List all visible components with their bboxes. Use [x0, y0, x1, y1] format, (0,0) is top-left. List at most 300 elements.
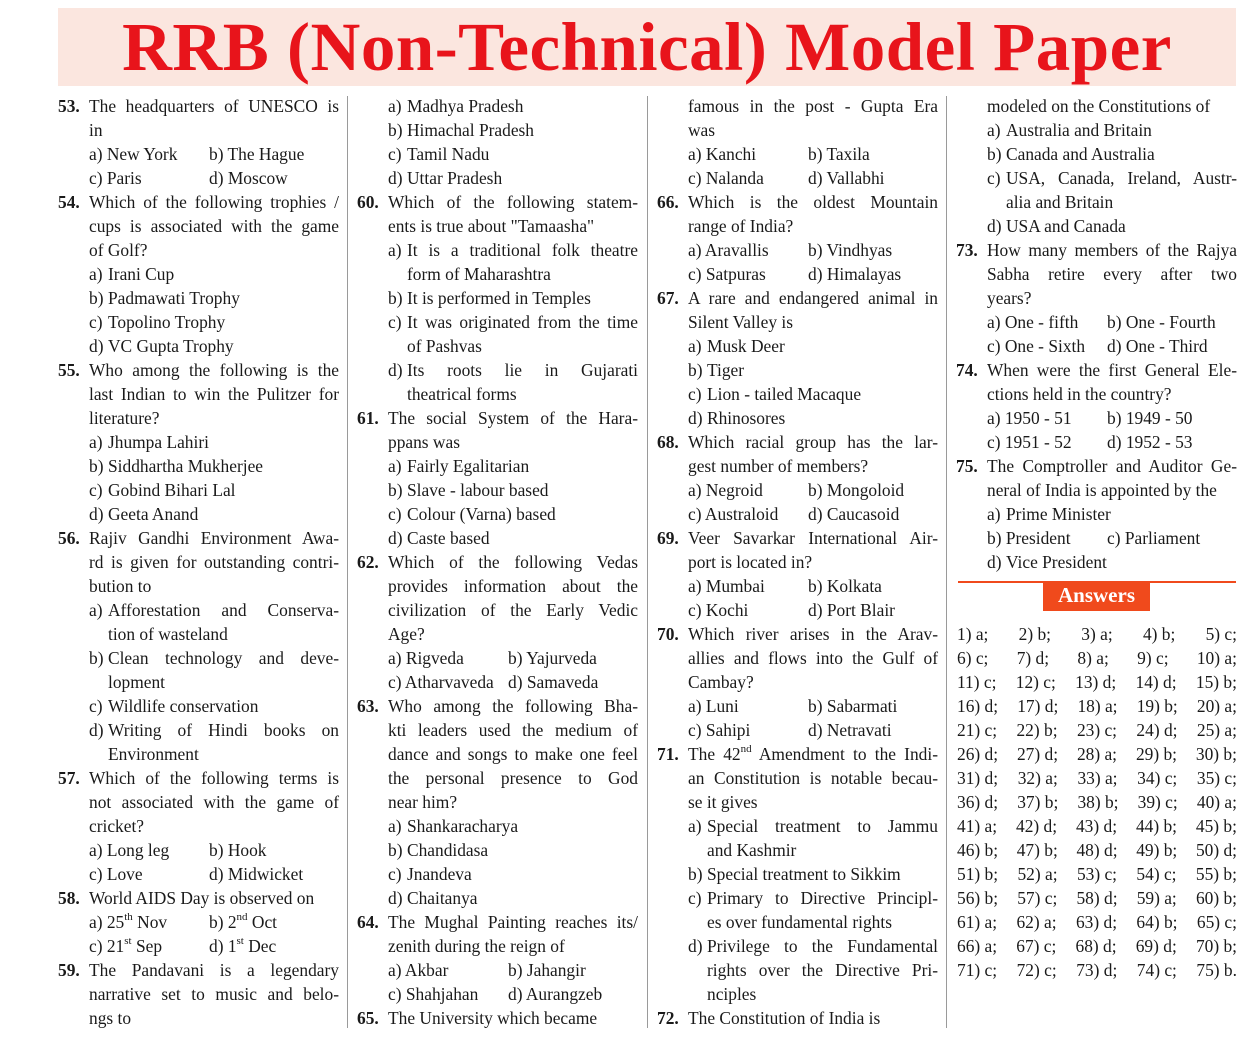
question-number: 55.: [58, 360, 80, 380]
answer-item: 72) c;: [1016, 960, 1057, 980]
option-row: [657, 238, 938, 262]
option-text: Himachal Pradesh: [407, 120, 535, 140]
question-text-line: Veer Savarkar International Air-: [688, 528, 938, 548]
question-text-line: Which river arises in the Arav-: [688, 624, 938, 644]
option-row: [657, 694, 938, 718]
question-text-line: Which racial group has the lar-: [688, 432, 938, 452]
answer-row: [957, 766, 1237, 790]
answer-item: 27) d;: [1016, 744, 1059, 764]
option-row: [58, 934, 339, 958]
question-text-line: [688, 742, 938, 766]
option-row: [357, 670, 638, 694]
option-text: Padmawati Trophy: [108, 288, 240, 308]
answer-item: 31) d;: [957, 768, 999, 788]
question-number: 71.: [657, 744, 679, 764]
option-text-line: It is performed in Temples: [407, 288, 591, 308]
option-item: [89, 934, 209, 958]
question: [58, 958, 339, 1030]
answer-item: 40) a;: [1196, 792, 1237, 812]
answer-item: 45) b;: [1195, 816, 1237, 836]
question-number: 54.: [58, 192, 80, 212]
question: [357, 910, 638, 958]
option-text: Geeta Anand: [108, 504, 199, 524]
answer-item: 17) d;: [1017, 696, 1059, 716]
column-divider: [647, 96, 648, 1028]
answer-item: 37) b;: [1017, 792, 1059, 812]
option-item: [657, 862, 938, 886]
option-item: [357, 238, 638, 286]
answer-item: 35) c;: [1196, 768, 1237, 788]
answer-item: 18) a;: [1077, 696, 1118, 716]
option-letter: d): [89, 336, 104, 356]
question-text-line: Silent Valley is: [688, 312, 793, 332]
option-letter: b): [388, 288, 403, 308]
question-number: 53.: [58, 96, 80, 116]
option-letter: c): [388, 504, 402, 524]
answer-item: 59) a;: [1136, 888, 1177, 908]
option-item: [357, 502, 638, 526]
option-letter: d): [388, 528, 403, 548]
question-text-line: Who among the following Bha-: [388, 696, 638, 716]
question: [956, 358, 1237, 406]
question-text-line: famous in the post - Gupta Era: [688, 96, 938, 116]
question: [357, 694, 638, 814]
answer-row: [957, 958, 1237, 982]
answer-item: 75) b.: [1196, 960, 1237, 980]
option-item: a) Long leg: [89, 840, 170, 860]
answer-item: 39) c;: [1137, 792, 1178, 812]
answer-row: [957, 622, 1237, 646]
question: [956, 238, 1237, 310]
answer-row: [957, 862, 1237, 886]
option-text-line: tion of wasteland: [108, 624, 228, 644]
option-item: c) Australoid: [688, 504, 779, 524]
option-item: [357, 118, 638, 142]
option-item: b) The Hague: [209, 144, 305, 164]
answer-item: 73) d;: [1076, 960, 1118, 980]
question-text-line: Age?: [388, 624, 425, 644]
option-item: [357, 862, 638, 886]
ordinal-suffix: st: [124, 935, 132, 948]
option-row: [357, 646, 638, 670]
question-text-line: The social System of the Hara-: [388, 408, 638, 428]
question-text-line: was: [688, 120, 716, 140]
question-number: 69.: [657, 528, 679, 548]
option-item: d) Netravati: [808, 720, 892, 740]
option-item: [357, 94, 638, 118]
option-text: Shankaracharya: [407, 816, 519, 836]
option-letter: d): [89, 720, 104, 740]
option-item: d) Vallabhi: [808, 168, 885, 188]
option-text: Uttar Pradesh: [407, 168, 503, 188]
option-item: c) 1951 - 52: [987, 432, 1072, 452]
option-item: a) New York: [89, 144, 178, 164]
answer-item: 63) d;: [1075, 912, 1118, 932]
question-text: Amendment to the Indi-: [751, 744, 938, 764]
option-text-line: lopment: [108, 672, 165, 692]
option-letter: a): [987, 120, 1001, 140]
answer-item: 16) d;: [957, 696, 999, 716]
option-text: Siddhartha Mukherjee: [108, 456, 264, 476]
answer-item: 47) b;: [1016, 840, 1058, 860]
option-item: d) Port Blair: [808, 600, 895, 620]
question-text-line: Rajiv Gandhi Environment Awa-: [89, 528, 339, 548]
option-item: [357, 814, 638, 838]
answer-item: 71) c;: [957, 960, 998, 980]
option-letter: a): [388, 456, 402, 476]
option-text-line: Special treatment to Jammu: [707, 816, 938, 836]
answer-item: 24) d;: [1136, 720, 1178, 740]
option-item: [357, 838, 638, 862]
option-item: a) 1950 - 51: [987, 408, 1072, 428]
ordinal-suffix: th: [124, 911, 133, 924]
option-item: c) Atharvaveda: [388, 672, 494, 692]
question-text-line: How many members of the Rajya: [987, 240, 1237, 260]
option-item: b) Vindhyas: [808, 240, 893, 260]
question-continued: [657, 94, 938, 142]
option-letter: a): [388, 240, 402, 260]
option-text-line: nciples: [707, 984, 757, 1004]
column-divider: [347, 96, 348, 1028]
answer-item: 26) d;: [957, 744, 999, 764]
question-text-line: Which of the following trophies /: [89, 192, 339, 212]
option-item: [58, 598, 339, 646]
option-item: [357, 454, 638, 478]
option-text-line: and Kashmir: [707, 840, 797, 860]
question-continued: [956, 94, 1237, 118]
question-number: 62.: [357, 552, 379, 572]
question-text-line: port is located in?: [688, 552, 813, 572]
option-letter: a): [688, 816, 702, 836]
option-text-line: Wildlife conservation: [108, 696, 259, 716]
option-letter: c): [688, 888, 702, 908]
question-text-line: The Constitution of India is: [688, 1008, 881, 1028]
option-letter: c): [987, 168, 1001, 188]
option-text-line: es over fundamental rights: [707, 912, 892, 932]
question: [357, 406, 638, 454]
answer-item: 67) c;: [1016, 936, 1057, 956]
option-item: d) Aurangzeb: [508, 984, 603, 1004]
answer-item: 3) a;: [1081, 624, 1113, 644]
answer-row: [957, 670, 1237, 694]
answer-row: [957, 886, 1237, 910]
option-letter: c): [89, 312, 103, 332]
option-text: Jnandeva: [407, 864, 472, 884]
question-text-line: ngs to: [89, 1008, 132, 1028]
option-item: [58, 502, 339, 526]
answer-item: 12) c;: [1015, 672, 1056, 692]
option-letter: d): [388, 888, 403, 908]
option-letter: c): [388, 864, 402, 884]
question-text-line: Which of the following statem-: [388, 192, 638, 212]
answer-item: 48) d;: [1076, 840, 1118, 860]
question: [58, 94, 339, 142]
answer-item: 52) a;: [1017, 864, 1058, 884]
question-number: 74.: [956, 360, 978, 380]
answer-row: [957, 646, 1237, 670]
question-text-line: A rare and endangered animal in: [688, 288, 938, 308]
option-item: a) Negroid: [688, 480, 763, 500]
answer-item: 38) b;: [1077, 792, 1119, 812]
question: [357, 190, 638, 238]
question: [657, 742, 938, 814]
answer-item: 46) b;: [957, 840, 999, 860]
option-item: [58, 694, 339, 718]
option-text: c) 21: [89, 936, 125, 956]
question-text-line: The headquarters of UNESCO is: [89, 96, 339, 116]
option-letter: d): [388, 360, 403, 380]
option-item: c) Love: [89, 864, 143, 884]
answer-item: 21) c;: [957, 720, 998, 740]
option-text-line: Afforestation and Conserva-: [108, 600, 339, 620]
option-letter: c): [89, 480, 103, 500]
option-text: Jhumpa Lahiri: [108, 432, 209, 452]
question-text-line: range of India?: [688, 216, 794, 236]
option-row: [657, 166, 938, 190]
option-letter: a): [89, 264, 103, 284]
question: [357, 550, 638, 646]
answer-item: 9) c;: [1137, 648, 1169, 668]
question-column-4: [956, 94, 1237, 574]
question-text-line: of Golf?: [89, 240, 148, 260]
question-text-line: dance and songs to make one feel: [388, 744, 638, 764]
option-letter: d): [987, 552, 1002, 572]
question-column-1: [58, 94, 339, 1030]
option-item: [657, 934, 938, 1006]
option-text: Rhinosores: [707, 408, 786, 428]
answer-item: 33) a;: [1077, 768, 1118, 788]
option-item: [956, 502, 1237, 526]
question-text-line: provides information about the: [388, 576, 638, 596]
option-item: a) Akbar: [388, 960, 449, 980]
option-text-line: It is a traditional folk theatre: [407, 240, 638, 260]
answer-item: 8) a;: [1077, 648, 1109, 668]
answer-item: 1) a;: [957, 624, 989, 644]
question-text-line: gest number of members?: [688, 456, 869, 476]
option-row: [956, 430, 1237, 454]
option-item: [357, 358, 638, 406]
question: [58, 190, 339, 262]
answer-item: 43) d;: [1075, 816, 1118, 836]
option-item: b) 1949 - 50: [1107, 408, 1193, 428]
answer-item: 11) c;: [957, 672, 997, 692]
answer-item: 61) a;: [957, 912, 998, 932]
answer-item: 6) c;: [957, 648, 989, 668]
option-letter: d): [688, 408, 703, 428]
option-letter: b): [388, 840, 403, 860]
option-text-line: Primary to Directive Principl-: [707, 888, 938, 908]
question-number: 68.: [657, 432, 679, 452]
option-item: d) 1952 - 53: [1107, 432, 1193, 452]
question-text-line: The Comptroller and Auditor Ge-: [987, 456, 1237, 476]
answer-key-grid: [957, 622, 1237, 982]
option-item: [657, 382, 938, 406]
option-item: b) Kolkata: [808, 576, 882, 596]
option-letter: d): [688, 936, 703, 956]
answer-row: [957, 814, 1237, 838]
answers-heading: Answers: [1043, 581, 1150, 611]
ordinal-suffix: nd: [740, 743, 752, 756]
answer-item: 55) b;: [1195, 864, 1237, 884]
option-text-line: rights over the Directive Pri-: [707, 960, 938, 980]
answer-item: 14) d;: [1135, 672, 1177, 692]
option-item: [209, 934, 276, 958]
answer-item: 10) a;: [1196, 648, 1237, 668]
option-item: c) Sahipi: [688, 720, 751, 740]
answer-row: [957, 718, 1237, 742]
option-row: [956, 310, 1237, 334]
option-text: Chaitanya: [407, 888, 478, 908]
option-text-line: Environment: [108, 744, 199, 764]
answer-item: 23) c;: [1076, 720, 1118, 740]
answer-item: 51) b;: [957, 864, 999, 884]
option-item: [58, 286, 339, 310]
answer-row: [957, 838, 1237, 862]
option-text-line: form of Maharashtra: [407, 264, 551, 284]
answer-item: 41) a;: [957, 816, 998, 836]
option-item: [58, 718, 339, 766]
answer-item: 65) c;: [1196, 912, 1237, 932]
question: [357, 1006, 638, 1030]
question-text-line: civilization of the Early Vedic: [388, 600, 638, 620]
option-row: [657, 142, 938, 166]
option-item: [956, 166, 1237, 214]
question-number: 63.: [357, 696, 379, 716]
page-header: [58, 8, 1236, 86]
option-item: [58, 334, 339, 358]
option-item: d) Moscow: [209, 168, 288, 188]
question-text-line: modeled on the Constitutions of: [987, 96, 1211, 116]
option-letter: b): [89, 456, 104, 476]
question-text-line: cricket?: [89, 816, 145, 836]
option-text-line: Writing of Hindi books on: [108, 720, 339, 740]
option-letter: b): [688, 360, 703, 380]
option-text-line: USA and Canada: [1006, 216, 1126, 236]
option-item: [58, 646, 339, 694]
option-item: b) Sabarmati: [808, 696, 898, 716]
option-text-line: Special treatment to Sikkim: [707, 864, 901, 884]
answer-item: 44) b;: [1135, 816, 1177, 836]
option-text: Madhya Pradesh: [407, 96, 524, 116]
option-item: c) Paris: [89, 168, 142, 188]
question-text-line: near him?: [388, 792, 458, 812]
answer-item: 70) b;: [1195, 936, 1237, 956]
option-text: Vice President: [1006, 552, 1107, 572]
answer-item: 54) c;: [1136, 864, 1177, 884]
option-letter: a): [388, 816, 402, 836]
question-text-line: narrative set to music and belo-: [89, 984, 339, 1004]
question-text-line: The Mughal Painting reaches its/: [388, 912, 638, 932]
option-item: c) Nalanda: [688, 168, 764, 188]
question: [657, 1006, 938, 1030]
option-text: a) 25: [89, 912, 125, 932]
answer-item: 29) b;: [1135, 744, 1177, 764]
answer-item: 66) a;: [957, 936, 998, 956]
answer-item: 34) c;: [1137, 768, 1178, 788]
question-text-line: years?: [987, 288, 1032, 308]
option-item: b) Taxila: [808, 144, 870, 164]
option-text: Caste based: [407, 528, 490, 548]
option-item: d) Caucasoid: [808, 504, 900, 524]
answer-item: 49) b;: [1136, 840, 1178, 860]
option-text: Lion - tailed Macaque: [707, 384, 862, 404]
question-text-line: ppans was: [388, 432, 460, 452]
question-text-line: neral of India is appointed by the: [987, 480, 1217, 500]
question-text-line: rd is given for outstanding contri-: [89, 552, 339, 572]
question-text-line: se it gives: [688, 792, 758, 812]
answer-item: 60) b;: [1195, 888, 1237, 908]
option-item: a) One - fifth: [987, 312, 1079, 332]
option-item: a) Luni: [688, 696, 739, 716]
option-letter: a): [89, 600, 103, 620]
option-item: [58, 262, 339, 286]
option-text-line: USA, Canada, Ireland, Austr-: [1006, 168, 1237, 188]
option-item: [657, 334, 938, 358]
option-letter: c): [688, 384, 702, 404]
question-column-3: [657, 94, 938, 1030]
option-text: Irani Cup: [108, 264, 175, 284]
option-text: Prime Minister: [1006, 504, 1111, 524]
option-item: [58, 478, 339, 502]
option-item: d) Midwicket: [209, 864, 304, 884]
question-number: 64.: [357, 912, 379, 932]
option-letter: b): [89, 288, 104, 308]
answer-item: 2) b;: [1018, 624, 1052, 644]
option-item: [357, 286, 638, 310]
question-text-line: not associated with the game of: [89, 792, 339, 812]
question-number: 58.: [58, 888, 80, 908]
option-row: [657, 502, 938, 526]
option-item: [657, 358, 938, 382]
option-item: a) Mumbai: [688, 576, 765, 596]
question: [956, 454, 1237, 502]
option-row: [956, 406, 1237, 430]
answer-item: 22) b;: [1016, 720, 1058, 740]
question: [657, 526, 938, 574]
question-text-line: Sabha retire every after two: [987, 264, 1237, 284]
answer-item: 20) a;: [1196, 696, 1237, 716]
option-row: [58, 142, 339, 166]
question-number: 57.: [58, 768, 80, 788]
answer-row: [957, 910, 1237, 934]
answer-item: 4) b;: [1142, 624, 1176, 644]
option-row: [357, 982, 638, 1006]
answer-item: 56) b;: [957, 888, 999, 908]
option-text-line: alia and Britain: [1006, 192, 1114, 212]
question: [58, 886, 339, 910]
ordinal-suffix: st: [236, 935, 244, 948]
option-item: [357, 478, 638, 502]
option-text-line: Its roots lie in Gujarati: [407, 360, 638, 380]
option-letter: a): [388, 96, 402, 116]
option-item: a) Rigveda: [388, 648, 464, 668]
question-text-line: Which is the oldest Mountain: [688, 192, 938, 212]
option-text: Musk Deer: [707, 336, 785, 356]
option-text-line: of Pashvas: [407, 336, 482, 356]
option-item: [58, 454, 339, 478]
option-item: c) Kochi: [688, 600, 749, 620]
option-item: c) One - Sixth: [987, 336, 1086, 356]
question-number: 61.: [357, 408, 379, 428]
option-text: Tamil Nadu: [407, 144, 490, 164]
option-row: [956, 334, 1237, 358]
question-number: 66.: [657, 192, 679, 212]
option-item: c) Parliament: [1107, 528, 1201, 548]
question-text-line: an Constitution is notable becau-: [688, 768, 938, 788]
option-letter: a): [987, 504, 1001, 524]
option-item: [657, 886, 938, 934]
answer-item: 15) b;: [1195, 672, 1237, 692]
